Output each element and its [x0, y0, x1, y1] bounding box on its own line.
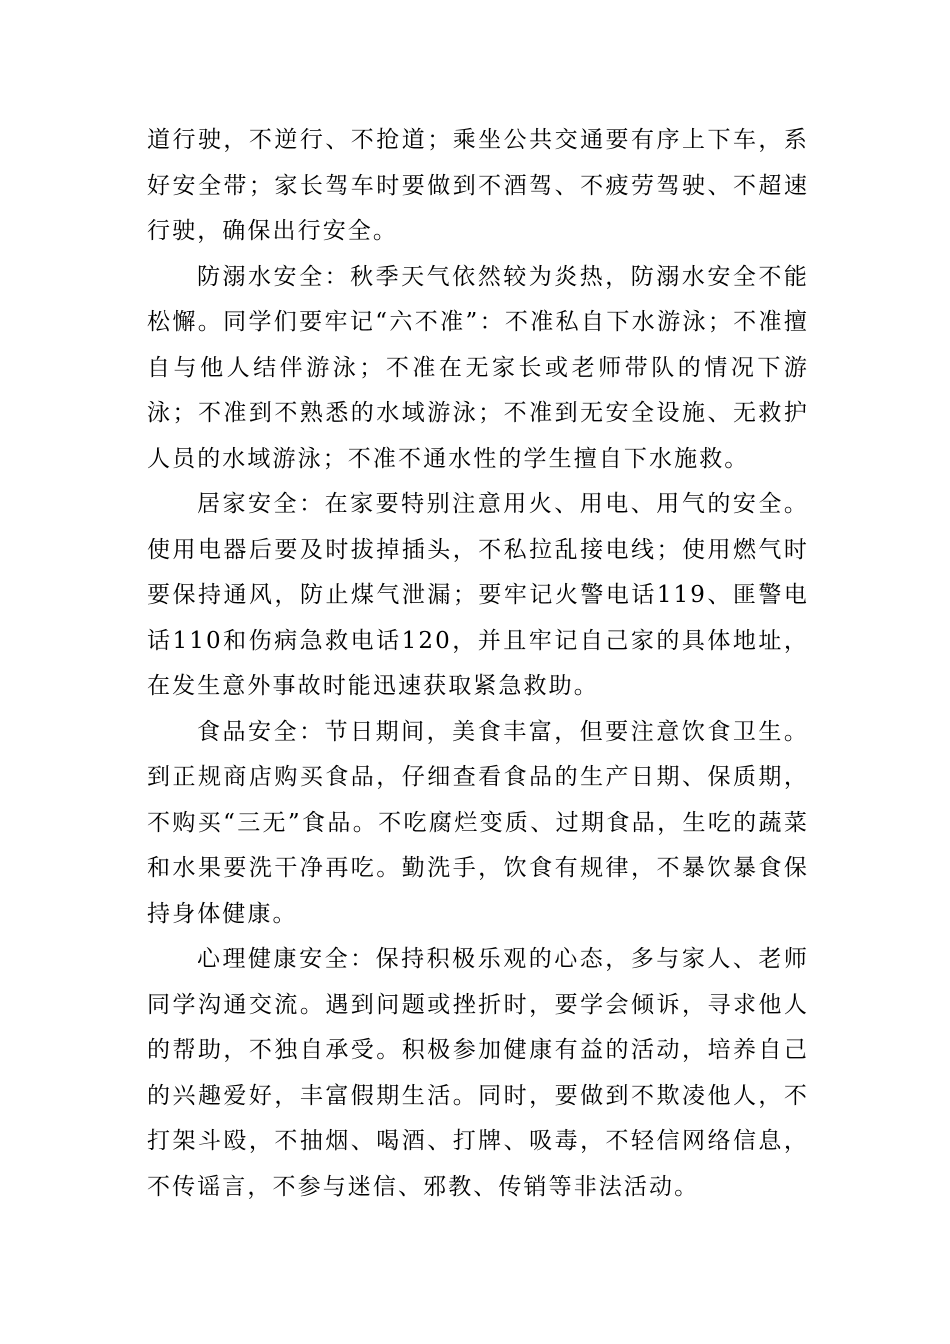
paragraph-traffic-safety-continued: 道行驶，不逆行、不抢道；乘坐公共交通要有序上下车，系好安全带；家长驾车时要做到不酒驾、不疲劳驾驶、不超速行驶，确保出行安全。 [147, 127, 809, 244]
paragraph-drowning-safety: 防溺水安全：秋季天气依然较为炎热，防溺水安全不能松懈。同学们要牢记“六不准”：不准私自下水游泳；不准擅自与他人结伴游泳；不准在无家长或老师带队的情况下游泳；不准到不熟悉的水域游泳；不准到无安全设施、无救护人员的水域游泳；不准不通水性的学生擅自下水施救。 [147, 263, 809, 472]
paragraph-food-safety: 食品安全：节日期间，美食丰富，但要注意饮食卫生。到正规商店购买食品，仔细查看食品的生产日期、保质期，不购买“三无”食品。不吃腐烂变质、过期食品，生吃的蔬菜和水果要洗干净再吃。勤洗手，饮食有规律，不暴饮暴食保持身体健康。 [147, 718, 809, 927]
paragraph-home-safety: 居家安全：在家要特别注意用火、用电、用气的安全。使用电器后要及时拔掉插头，不私拉乱接电线；使用燃气时要保持通风，防止煤气泄漏；要牢记火警电话119、匪警电话110和伤病急救电话120，并且牢记自己家的具体地址，在发生意外事故时能迅速获取紧急救助。 [147, 491, 809, 699]
document-body [147, 118, 809, 1210]
paragraph-mental-health-safety: 心理健康安全：保持积极乐观的心态，多与家人、老师同学沟通交流。遇到问题或挫折时，要学会倾诉，寻求他人的帮助，不独自承受。积极参加健康有益的活动，培养自己的兴趣爱好，丰富假期生活。同时，要做到不欺凌他人，不打架斗殴，不抽烟、喝酒、打牌、吸毒，不轻信网络信息，不传谣言，不参与迷信、邪教、传销等非法活动。 [147, 946, 809, 1200]
